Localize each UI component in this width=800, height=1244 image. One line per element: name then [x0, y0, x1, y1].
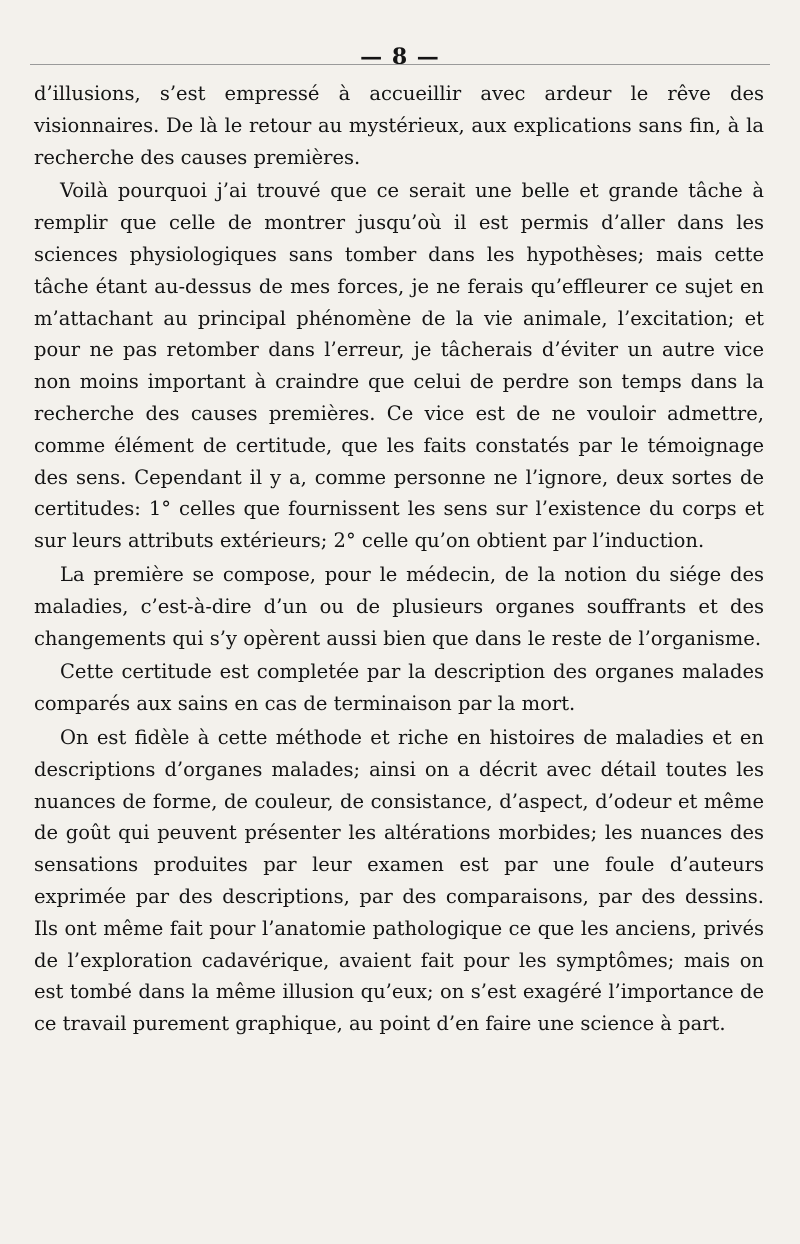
page-number: — 8 —: [360, 44, 440, 70]
header-rule: [30, 64, 770, 65]
body-text: [34, 78, 764, 1040]
paragraph: La première se compose, pour le médecin, de la notion du siége des maladies, c’est-à-dire d’un ou de plusieurs organes souffrants et des changements qui s’y opèrent aussi bien que dans le reste de l’organisme.: [34, 562, 764, 650]
paragraph: Cette certitude est completée par la description des organes malades comparés aux sains en cas de terminaison par la mort.: [34, 660, 764, 716]
paragraph-continuation: d’illusions, s’est empressé à accueillir avec ardeur le rêve des visionnaires. De là le retour au mystérieux, aux explications sans fin, à la recherche des causes premières.: [34, 82, 764, 169]
paragraph: On est fidèle à cette méthode et riche en histoires de maladies et en descriptions d’organes malades; ainsi on a décrit avec détail toutes les nuances de forme, de couleur, de consistance, d’aspect, d’odeur et même de goût qui peuvent présenter les altérations morbides; les nuances des sensations produites par leur examen est par une foule d’auteurs exprimée par des descriptions, par des comparaisons, par des dessins. Ils ont même fait pour l’anatomie pathologique ce que les anciens, privés de l’exploration cadavérique, avaient fait pour les symptômes; mais on est tombé dans la même illusion qu’eux; on s’est exagéré l’importance de ce travail purement graphique, au point d’en faire une science à part.: [34, 725, 764, 1036]
paragraph: Voilà pourquoi j’ai trouvé que ce serait une belle et grande tâche à remplir que celle de montrer jusqu’où il est permis d’aller dans les sciences physiologiques sans tomber dans les hypothèses; mais cette tâche étant au-dessus de mes forces, je ne ferais qu’effleurer ce sujet en m’attachant au principal phénomène de la vie animale, l’excitation; et pour ne pas retomber dans l’erreur, je tâcherais d’éviter un autre vice non moins important à craindre que celui de perdre son temps dans la recherche des causes premières. Ce vice est de ne vouloir admettre, comme élément de certitude, que les faits constatés par le témoignage des sens. Cependant il y a, comme personne ne l’ignore, deux sortes de certitudes: 1° celles que fournissent les sens sur l’existence du corps et sur leurs attributs extérieurs; 2° celle qu’on obtient par l’induction.: [34, 179, 764, 553]
